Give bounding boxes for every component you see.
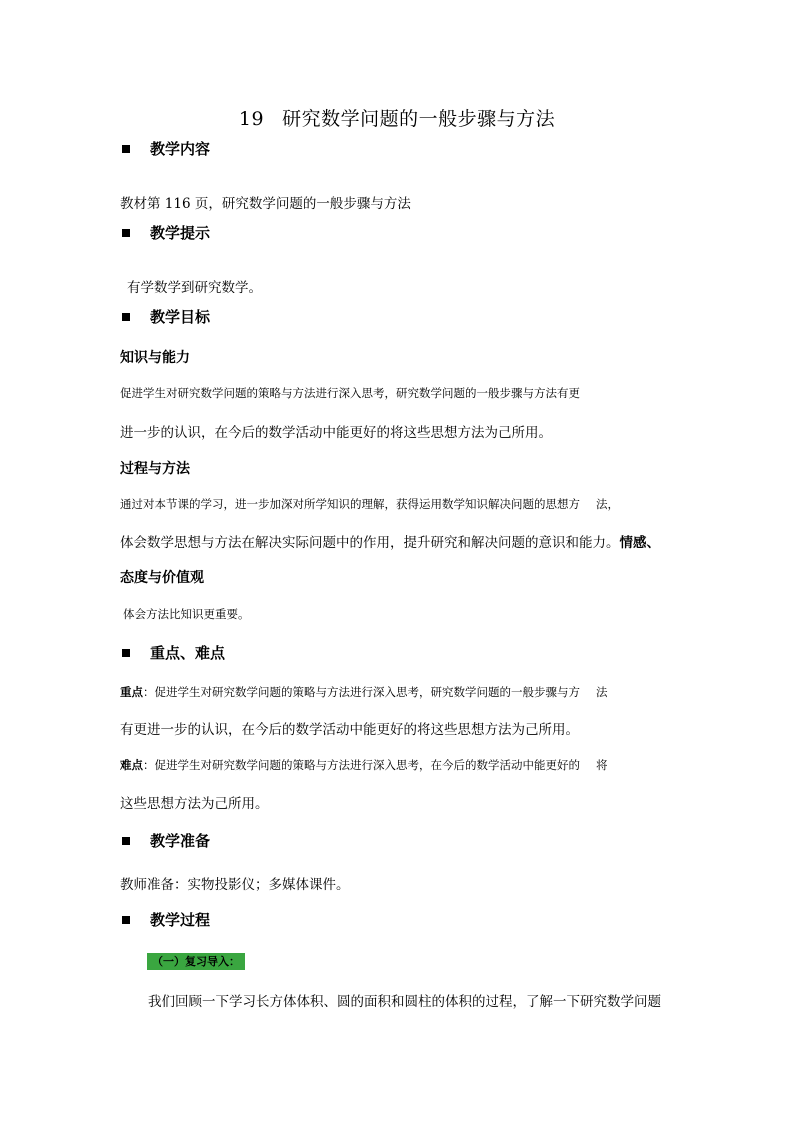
tips-body: 有学数学到研究数学。 (127, 280, 262, 296)
square-bullet-icon (122, 916, 130, 924)
square-bullet-icon (122, 145, 130, 153)
process-step1-body: 我们回顾一下学习长方体体积、圆的面积和圆柱的体积的过程，了解一下研究数学问题 (148, 994, 661, 1010)
square-bullet-icon (122, 837, 130, 845)
square-bullet-icon (122, 649, 130, 657)
section-heading-tips: 教学提示 (122, 222, 210, 243)
hard-line1: 难点：促进学生对研究数学问题的策略与方法进行深入思考，在今后的数学活动中能更好的 将 (120, 758, 608, 772)
goals-process-line2: 体会数学思想与方法在解决实际问题中的作用，提升研究和解决问题的意识和能力。情感、 (120, 535, 660, 551)
goals-knowledge-title: 知识与能力 (120, 350, 190, 366)
goals-attitude-body: 体会方法比知识更重要。 (123, 607, 250, 621)
square-bullet-icon (122, 229, 130, 237)
key-line2: 有更进一步的认识，在今后的数学活动中能更好的将这些思想方法为己所用。 (120, 722, 579, 738)
page-title (0, 104, 794, 131)
goals-process-line1: 通过对本节课的学习，进一步加深对所学知识的理解，获得运用数学知识解决问题的思想方 法， (120, 497, 619, 511)
prep-body: 教师准备：实物投影仪；多媒体课件。 (120, 877, 350, 893)
process-step1-label: （一）复习导入： (147, 950, 245, 969)
goals-knowledge-line1: 促进学生对研究数学问题的策略与方法进行深入思考，研究数学问题的一般步骤与方法有更 (120, 386, 580, 400)
goals-knowledge-line2: 进一步的认识，在今后的数学活动中能更好的将这些思想方法为己所用。 (120, 425, 552, 441)
hard-line2: 这些思想方法为己所用。 (120, 796, 269, 812)
section-heading-prep: 教学准备 (122, 830, 210, 851)
section-heading-goals: 教学目标 (122, 306, 210, 327)
title-number: 19 (238, 108, 265, 130)
goals-process-title: 过程与方法 (120, 461, 190, 477)
section-heading-process: 教学过程 (122, 909, 210, 930)
section-heading-key: 重点、难点 (122, 642, 225, 663)
content-body: 教材第 116 页，研究数学问题的一般步骤与方法 (120, 196, 411, 212)
square-bullet-icon (122, 313, 130, 321)
title-text: 研究数学问题的一般步骤与方法 (282, 108, 556, 130)
section-heading-content: 教学内容 (122, 138, 210, 159)
goals-attitude-title: 态度与价值观 (120, 570, 204, 586)
key-line1: 重点：促进学生对研究数学问题的策略与方法进行深入思考，研究数学问题的一般步骤与方 法 (120, 685, 608, 699)
